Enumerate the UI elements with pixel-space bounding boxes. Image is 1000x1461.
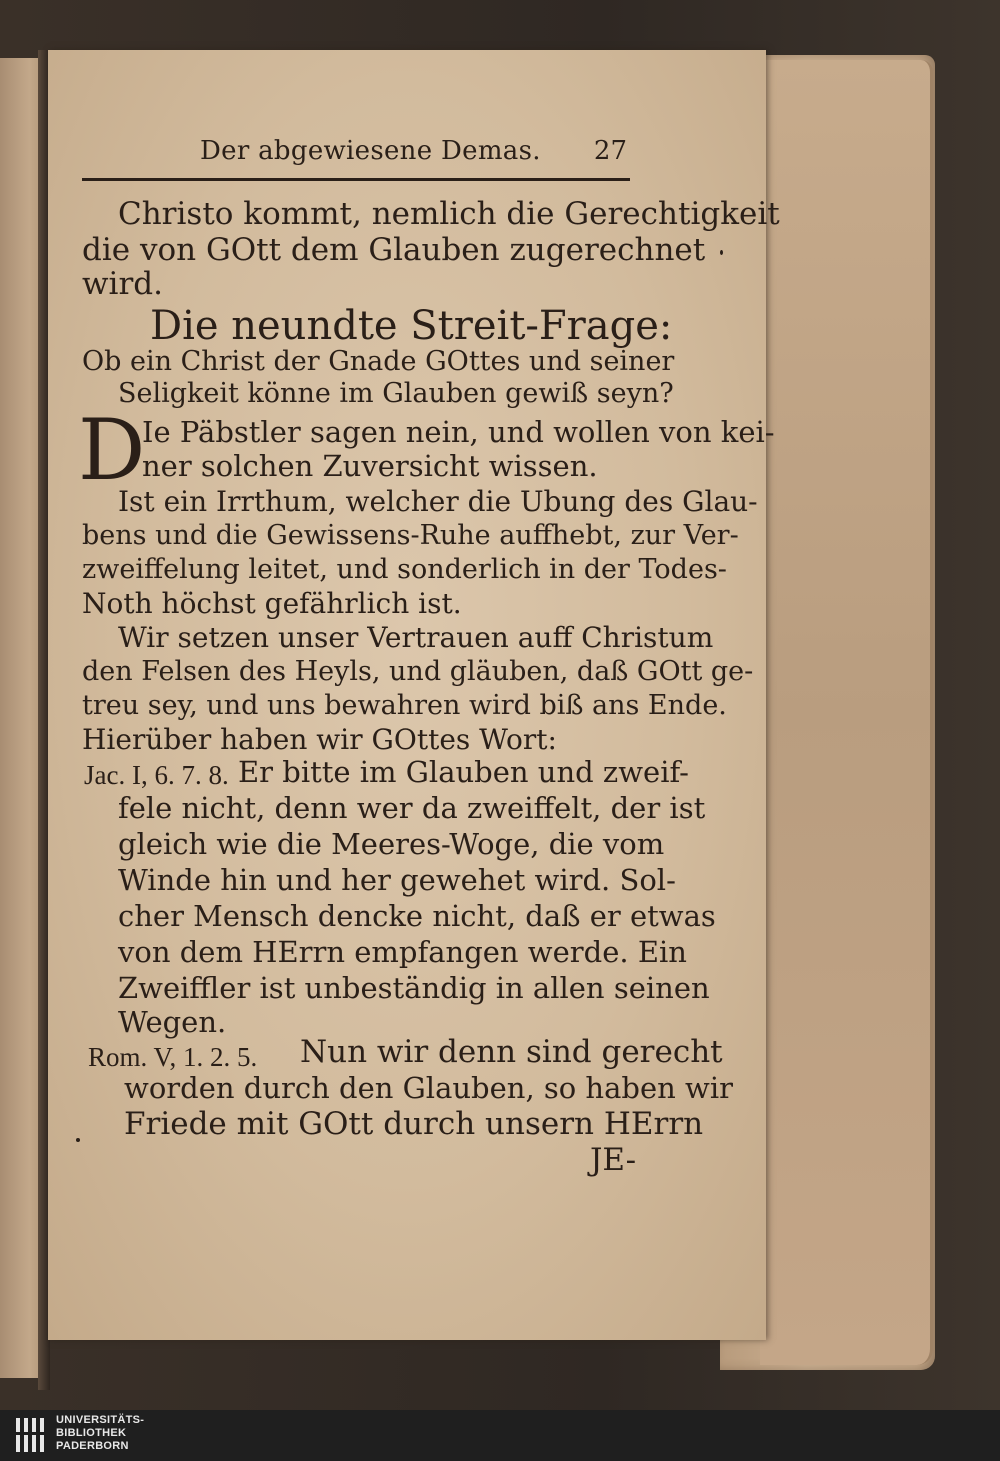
text-line: den Felsen des Heyls, und gläuben, daß GOtt ge- xyxy=(82,656,754,687)
quote-line: Er bitte im Glauben und zweif- xyxy=(238,755,689,789)
page-stack-edge xyxy=(760,60,933,1365)
text-line: Wir setzen unser Vertrauen auff Christum xyxy=(118,621,714,654)
library-logo-icon xyxy=(14,1416,48,1454)
question-line: Seligkeit könne im Glauben gewiß seyn? xyxy=(118,378,674,409)
section-heading: Die neundte Streit-Frage: xyxy=(150,303,673,349)
quote-line: Nun wir denn sind gerecht xyxy=(300,1034,723,1070)
library-name-line: BIBLIOTHEK xyxy=(56,1427,127,1439)
quote-line: Zweiffler ist unbeständig in allen seinen xyxy=(118,971,710,1005)
library-name-line: UNIVERSITÄTS- xyxy=(56,1414,145,1426)
running-head xyxy=(82,136,627,176)
scripture-reference: Jac. I, 6. 7. 8. xyxy=(84,760,229,790)
ink-speck xyxy=(720,250,723,255)
text-line: zweiffelung leitet, und sonderlich in der Todes- xyxy=(82,554,727,585)
drop-cap: D xyxy=(78,401,146,499)
quote-line: Wegen. xyxy=(118,1005,227,1039)
text-line: ner solchen Zuversicht wissen. xyxy=(142,449,598,483)
text-line: Ist ein Irrthum, welcher die Ubung des Glau- xyxy=(118,485,758,518)
text-line: treu sey, und uns bewahren wird biß ans Ende. xyxy=(82,690,727,721)
quote-line: Winde hin und her gewehet wird. Sol- xyxy=(118,863,676,897)
text-line: bens und die Gewissens-Ruhe auffhebt, zur Ver- xyxy=(82,520,739,551)
text-line: wird. xyxy=(82,266,163,302)
text-line: die von GOtt dem Glauben zugerechnet xyxy=(82,232,706,268)
page-number: 27 xyxy=(593,136,627,166)
left-page-edge xyxy=(0,58,42,1378)
quote-line: Friede mit GOtt durch unsern HErrn xyxy=(124,1106,704,1142)
text-line: Christo kommt, nemlich die Gerechtigkeit xyxy=(118,196,780,232)
catchword: JE- xyxy=(590,1142,637,1178)
quote-line: worden durch den Glauben, so haben wir xyxy=(124,1071,733,1105)
scripture-reference: Rom. V, 1. 2. 5. xyxy=(88,1042,258,1072)
quote-line: fele nicht, denn wer da zweiffelt, der ist xyxy=(118,791,706,825)
text-line: Ie Päbstler sagen nein, und wollen von kei- xyxy=(142,415,775,449)
quote-line: gleich wie die Meeres-Woge, die vom xyxy=(118,827,665,861)
footer-bar xyxy=(0,1410,1000,1461)
quote-line: cher Mensch dencke nicht, daß er etwas xyxy=(118,899,716,933)
library-name-line: PADERBORN xyxy=(56,1440,129,1452)
quote-line: von dem HErrn empfangen werde. Ein xyxy=(118,935,687,969)
library-name xyxy=(56,1414,144,1453)
ink-speck xyxy=(76,1138,80,1142)
question-line: Ob ein Christ der Gnade GOttes und seiner xyxy=(82,346,675,377)
text-line: Noth höchst gefährlich ist. xyxy=(82,587,462,620)
running-head-title: Der abgewiesene Demas. xyxy=(200,136,541,166)
header-rule xyxy=(82,178,630,181)
text-line: Hierüber haben wir GOttes Wort: xyxy=(82,723,557,756)
